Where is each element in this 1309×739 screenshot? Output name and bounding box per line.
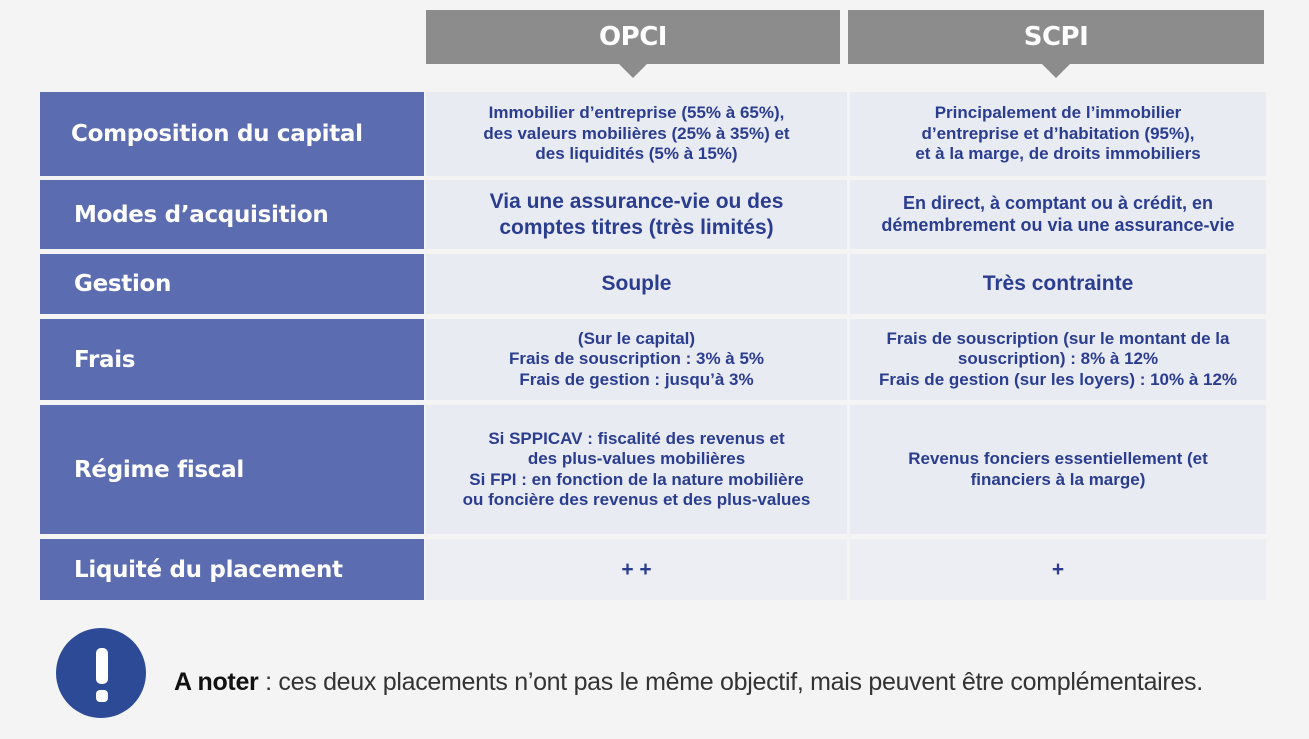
cell-opci-composition-text: Immobilier d’entreprise (55% à 65%), des valeurs mobilières (25% à 35%) et des liquidités (5% à 15%)	[483, 103, 790, 164]
cell-scpi-gestion-text: Très contrainte	[982, 272, 1134, 296]
cell-opci-liquidite-text: + +	[621, 557, 652, 581]
cell-opci-gestion-text: Souple	[601, 272, 672, 296]
row-label-liquidite: Liquité du placement	[40, 539, 424, 600]
cell-scpi-composition-text: Principalement de l’immobilier d’entreprise et d’habitation (95%), et à la marge, de droits immobiliers	[915, 103, 1201, 164]
cell-scpi-composition	[850, 92, 1266, 176]
cell-scpi-acquisition	[850, 180, 1266, 249]
cell-opci-regime-fiscal	[426, 405, 847, 534]
cell-opci-acquisition-text: Via une assurance-vie ou des comptes titres (très limités)	[489, 190, 784, 239]
column-header-opci-label: OPCI	[599, 22, 667, 52]
table-row-acquisition	[40, 180, 1266, 249]
cell-scpi-acquisition-text: En direct, à comptant ou à crédit, en démembrement ou via une assurance-vie	[881, 192, 1235, 235]
row-label-composition: Composition du capital	[40, 92, 424, 176]
note-text: : ces deux placements n’ont pas le même objectif, mais peuvent être complémentaires.	[258, 668, 1203, 696]
row-label-regime-fiscal: Régime fiscal	[40, 405, 424, 534]
cell-opci-liquidite	[426, 539, 847, 600]
note-label: A noter	[174, 668, 259, 696]
note	[174, 668, 1203, 697]
cell-scpi-frais-text: Frais de souscription (sur le montant de la souscription) : 8% à 12% Frais de gestion (sur les loyers) : 10% à 12%	[878, 328, 1238, 389]
cell-scpi-gestion	[850, 254, 1266, 314]
column-header-scpi-label: SCPI	[1023, 22, 1089, 52]
table-row-frais	[40, 319, 1266, 400]
column-header-opci	[426, 10, 840, 64]
cell-opci-acquisition	[426, 180, 847, 249]
cell-scpi-liquidite	[850, 539, 1266, 600]
cell-opci-frais-text: (Sur le capital) Frais de souscription : 3% à 5% Frais de gestion : jusqu’à 3%	[508, 328, 765, 389]
column-header-scpi	[848, 10, 1264, 64]
cell-opci-gestion	[426, 254, 847, 314]
table-row-regime-fiscal	[40, 405, 1266, 534]
cell-scpi-regime-fiscal	[850, 405, 1266, 534]
cell-scpi-frais	[850, 319, 1266, 400]
table-row-composition	[40, 92, 1266, 176]
row-label-frais: Frais	[40, 319, 424, 400]
cell-opci-composition	[426, 92, 847, 176]
cell-opci-regime-fiscal-text: Si SPPICAV : fiscalité des revenus et des plus-values mobilières Si FPI : en fonction de la nature mobilière ou foncière des revenus et des plus-values	[462, 428, 811, 509]
cell-scpi-regime-fiscal-text: Revenus fonciers essentiellement (et financiers à la marge)	[908, 449, 1208, 489]
row-label-gestion: Gestion	[40, 254, 424, 314]
table-row-liquidite	[40, 539, 1266, 600]
cell-opci-frais	[426, 319, 847, 400]
exclamation-icon	[56, 628, 146, 718]
cell-scpi-liquidite-text: +	[1051, 557, 1065, 581]
row-label-acquisition: Modes d’acquisition	[40, 180, 424, 249]
table-row-gestion	[40, 254, 1266, 314]
